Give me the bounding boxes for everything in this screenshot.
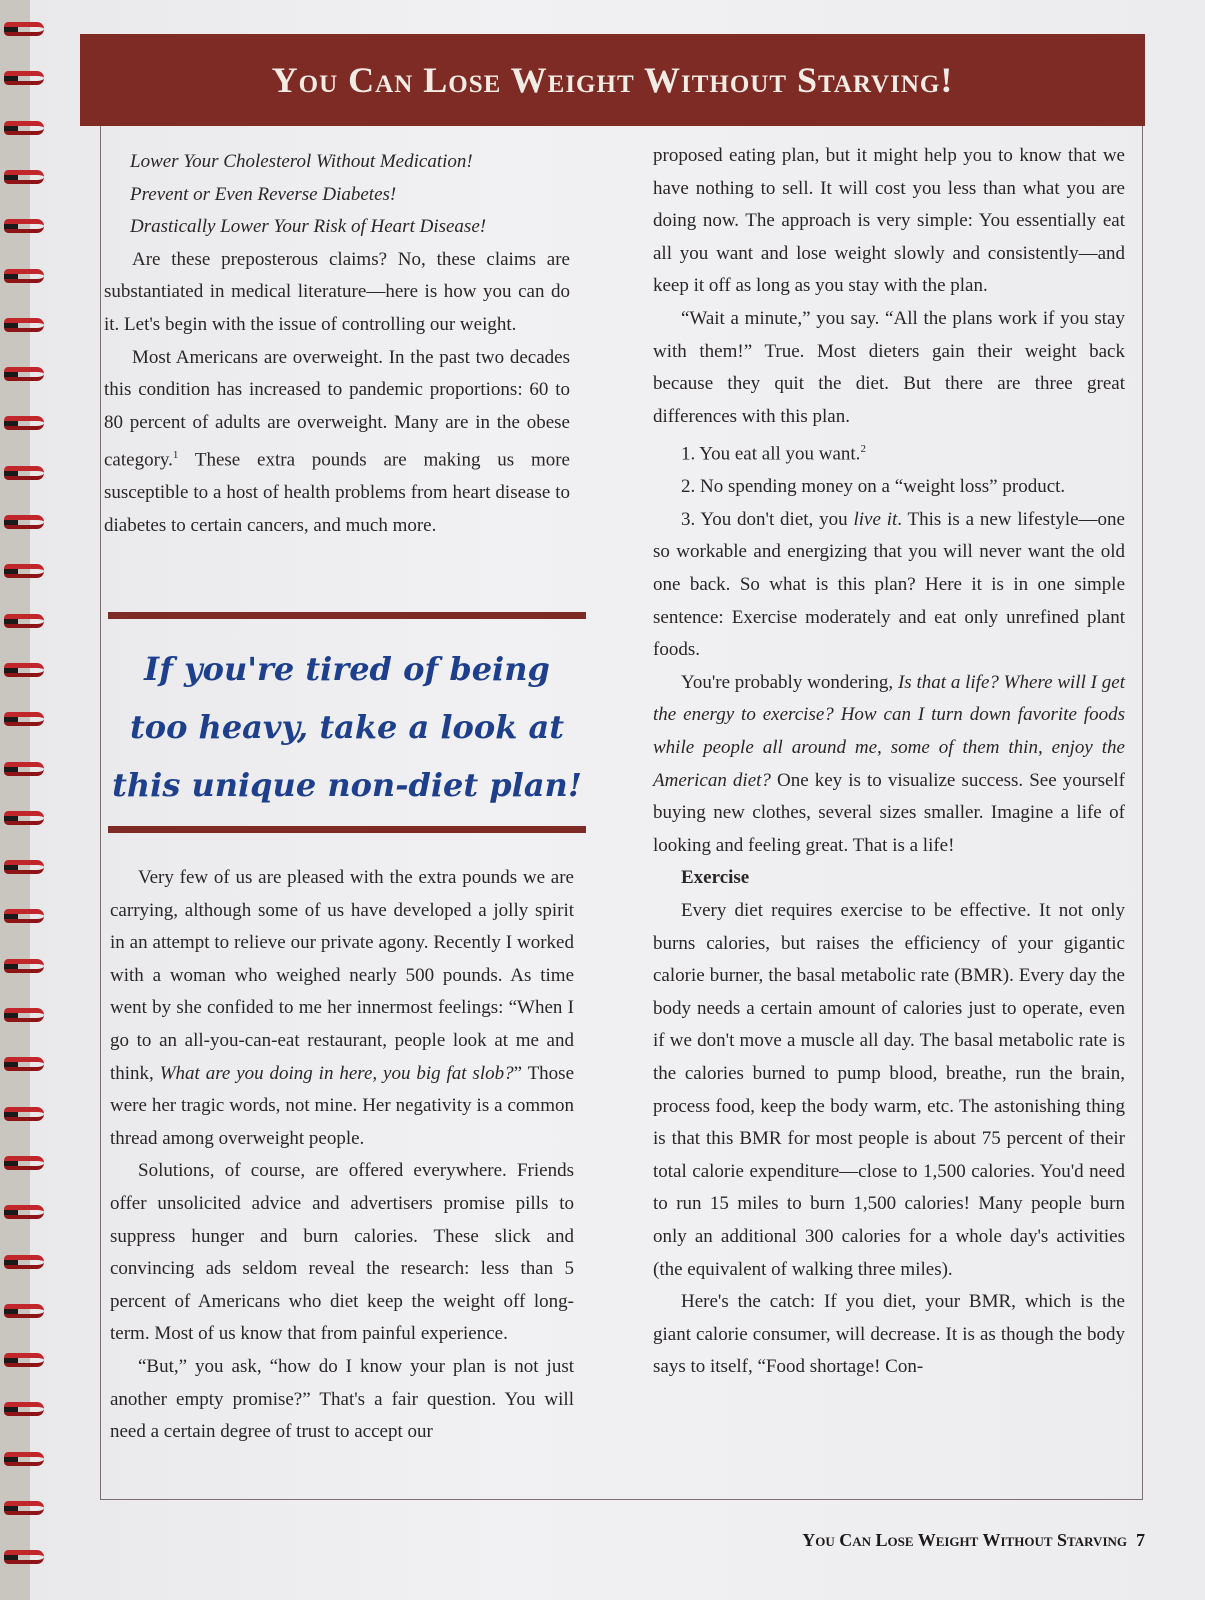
spiral-ring [4, 1550, 44, 1564]
spiral-ring [4, 1304, 44, 1318]
footnote-marker: 2 [860, 443, 866, 456]
paragraph: Solutions, of course, are offered everywhere. Friends offer unsolicited advice and advertisers promise pills to suppress hunger and burn calories. These slick and convincing ads seldom reveal the research: less than 5 percent of Americans who diet keep the weight off long-term. Most of us know that from painful experience. [110, 1160, 574, 1345]
spiral-ring [4, 1107, 44, 1121]
emphasis: live it [853, 508, 898, 530]
pull-quote [108, 612, 586, 834]
spiral-ring [4, 959, 44, 973]
pull-quote-line: If you're tired of being [144, 650, 550, 688]
spiral-ring [4, 22, 44, 36]
paragraph-text: Very few of us are pleased with the extra pounds we are carrying, although some of us have developed a jolly spirit in an attempt to relieve our private agony. Recently I worked with a woman who weighed nearly 500 pounds. As time went by she confided to me her innermost feelings: “When I go to an all-you-can-eat restaurant, people look at me and think, [110, 867, 574, 1084]
page-number: 7 [1136, 1530, 1145, 1550]
spiral-ring [4, 269, 44, 283]
spiral-ring [4, 416, 44, 430]
list-item [653, 504, 1125, 667]
spiral-ring [4, 712, 44, 726]
tagline: Drastically Lower Your Risk of Heart Disease! [130, 216, 487, 238]
spiral-ring [4, 318, 44, 332]
left-column-top [104, 146, 570, 542]
tagline: Lower Your Cholesterol Without Medication! [130, 151, 473, 172]
list-item-text: . This is a new lifestyle—one so workable and energizing that you will never want the old one back. So what is this plan? Here it is in one simple sentence: Exercise moderately and eat only unrefined plant foods. [653, 508, 1125, 661]
spiral-ring [4, 1156, 44, 1170]
spiral-ring [4, 170, 44, 184]
spiral-ring [4, 367, 44, 381]
list-item [653, 433, 1125, 471]
paragraph [110, 862, 574, 1155]
title-banner [80, 34, 1145, 126]
spiral-ring [4, 1205, 44, 1219]
spiral-ring [4, 762, 44, 776]
paragraph: “Wait a minute,” you say. “All the plans work if you stay with them!” True. Most dieters gain their weight back because they quit the diet. But there are three great differences with this plan. [653, 307, 1125, 427]
pull-quote-rule-top [108, 612, 586, 619]
footnote-marker: 1 [172, 449, 179, 462]
quote-italic: What are you doing in here, you big fat slob? [159, 1062, 514, 1084]
spiral-ring [4, 564, 44, 578]
paragraph-text: These extra pounds are making us more susceptible to a host of health problems from heart disease to diabetes to certain cancers, and much more. [104, 449, 570, 536]
paragraph-text: One key is to visualize success. See yourself buying new clothes, several sizes smaller. Imagine a life of looking and feeling great. That is a life! [653, 769, 1126, 856]
spiral-ring [4, 1255, 44, 1269]
spiral-ring [4, 663, 44, 677]
paragraph: Here's the catch: If you diet, your BMR, which is the giant calorie consumer, will decrease. It is as though the body says to itself, “Food shortage! Con- [653, 1291, 1125, 1378]
paragraph [653, 667, 1125, 863]
running-footer [600, 1530, 1145, 1551]
paragraph [104, 342, 570, 543]
spiral-ring [4, 71, 44, 85]
spiral-ring [4, 1008, 44, 1022]
spiral-ring [4, 1452, 44, 1466]
list-item-text: 1. You eat all you want. [681, 443, 861, 465]
spiral-ring [4, 909, 44, 923]
spiral-ring [4, 121, 44, 135]
paragraph: Every diet requires exercise to be effective. It not only burns calories, but raises the efficiency of your gigantic calorie burner, the basal metabolic rate (BMR). Every day the body needs a certain amount of calories just to operate, even if we don't move a muscle all day. The basal metabolic rate is the calories burned to pump blood, breathe, run the brain, process food, keep the body warm, etc. The astonishing thing is that this BMR for most people is about 75 percent of their total calorie expenditure—close to 1,500 calories. You'd need to run 15 miles to burn 1,500 calories! Many people burn only an additional 300 calories for a whole day's activities (the equivalent of walking three miles). [653, 899, 1125, 1280]
spiral-ring [4, 1057, 44, 1071]
left-column-bottom [110, 862, 574, 1449]
spiral-ring [4, 1353, 44, 1367]
spiral-ring [4, 219, 44, 233]
emphasis: Is that a life? Where will I get the energy to exercise? How can I turn down favorite foods while people all around me, some of them thin, enjoy the American diet? [653, 671, 1125, 791]
pull-quote-rule-bottom [108, 826, 586, 833]
paragraph-text: You're probably wondering, [681, 671, 894, 693]
running-title: You Can Lose Weight Without Starving [802, 1530, 1127, 1550]
tagline: Prevent or Even Reverse Diabetes! [130, 183, 397, 205]
list-item: 2. No spending money on a “weight loss” product. [681, 476, 1066, 498]
right-column [653, 140, 1125, 1384]
spiral-ring [4, 1402, 44, 1416]
spiral-ring [4, 1501, 44, 1515]
paragraph-text: Most Americans are overweight. In the past two decades this condition has increased to pandemic proportions: 60 to 80 percent of adults are overweight. Many are in the obese category. [104, 346, 570, 471]
spiral-binding [0, 0, 50, 1600]
spiral-ring [4, 515, 44, 529]
spiral-ring [4, 811, 44, 825]
list-item-text: 3. You don't diet, you [681, 508, 848, 530]
paragraph: “But,” you ask, “how do I know your plan is not just another empty promise?” That's a fair question. You will need a certain degree of trust to accept our [110, 1355, 574, 1443]
pull-quote-line: too heavy, take a look at [129, 708, 565, 746]
pull-quote-text [108, 640, 586, 814]
section-heading: Exercise [681, 867, 750, 889]
paragraph: Are these preposterous claims? No, these claims are substantiated in medical literature—here is how you can do it. Let's begin with the issue of controlling our weight. [104, 248, 570, 335]
spiral-ring [4, 860, 44, 874]
paragraph-text: ” Those were her tragic words, not mine. Her negativity is a common thread among overweight people. [110, 1062, 575, 1149]
pull-quote-line: this unique non-diet plan! [112, 766, 582, 804]
page-title: You Can Lose Weight Without Starving! [271, 60, 954, 100]
spiral-ring [4, 466, 44, 480]
paragraph: proposed eating plan, but it might help you to know that we have nothing to sell. It will cost you less than what you are doing now. The approach is very simple: You essentially eat all you want and lose weight slowly and consistently—and keep it off as long as you stay with the plan. [653, 145, 1125, 297]
spiral-ring [4, 614, 44, 628]
